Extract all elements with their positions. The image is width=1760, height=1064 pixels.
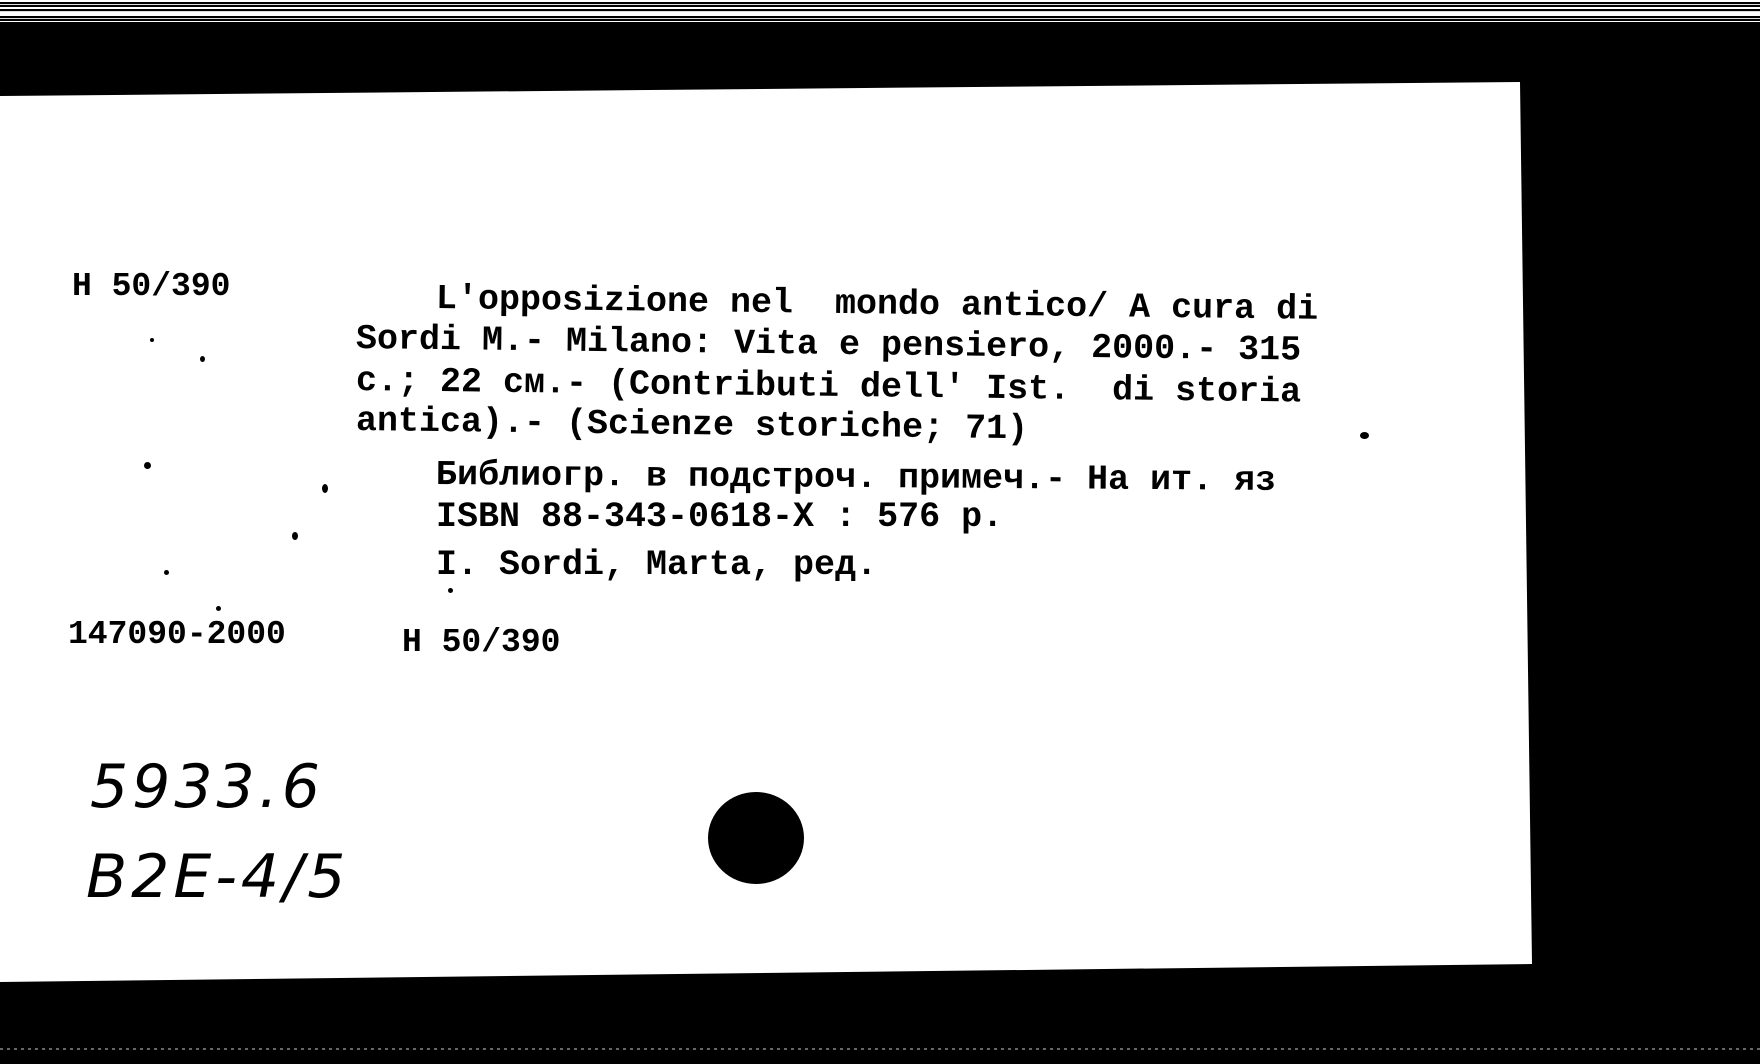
scanner-top-band-solid: [0, 22, 1760, 44]
shelf-mark-top: H 50/390: [72, 268, 231, 305]
scan-speck: [150, 338, 154, 342]
scan-speck: [216, 606, 221, 611]
inventory-number: 147090-2000: [68, 616, 286, 653]
title-line-3: c.; 22 см.- (Contributi dell' Ist. di storia: [355, 361, 1302, 413]
scanner-top-line: [0, 12, 1760, 15]
card-punch-hole: [708, 792, 804, 884]
bibliography-note: Библиогр. в подстроч. примеч.- На ит. яз: [435, 455, 1277, 501]
scan-speck: [448, 588, 453, 593]
scan-speck: [1360, 432, 1369, 439]
added-entry: I. Sordi, Marta, ред.: [436, 545, 878, 585]
scan-speck: [164, 570, 169, 575]
title-line-2: Sordi M.- Milano: Vita e pensiero, 2000.- 315: [355, 319, 1302, 371]
title-line-1: L'opposizione nel mondo antico/ A cura di: [435, 279, 1319, 330]
scanner-bottom-line: [0, 1048, 1760, 1050]
handwritten-location-code: B2E-4/5: [86, 842, 350, 912]
shelf-mark-bottom: H 50/390: [402, 624, 561, 661]
scan-speck: [322, 484, 328, 493]
handwritten-call-number: 5933.6: [90, 752, 324, 822]
title-line-4: antica).- (Scienze storiche; 71): [355, 401, 1029, 450]
isbn-line: ISBN 88-343-0618-X : 576 p.: [436, 497, 1004, 537]
scan-speck: [200, 356, 205, 362]
scan-speck: [292, 532, 298, 540]
scan-speck: [144, 462, 151, 469]
